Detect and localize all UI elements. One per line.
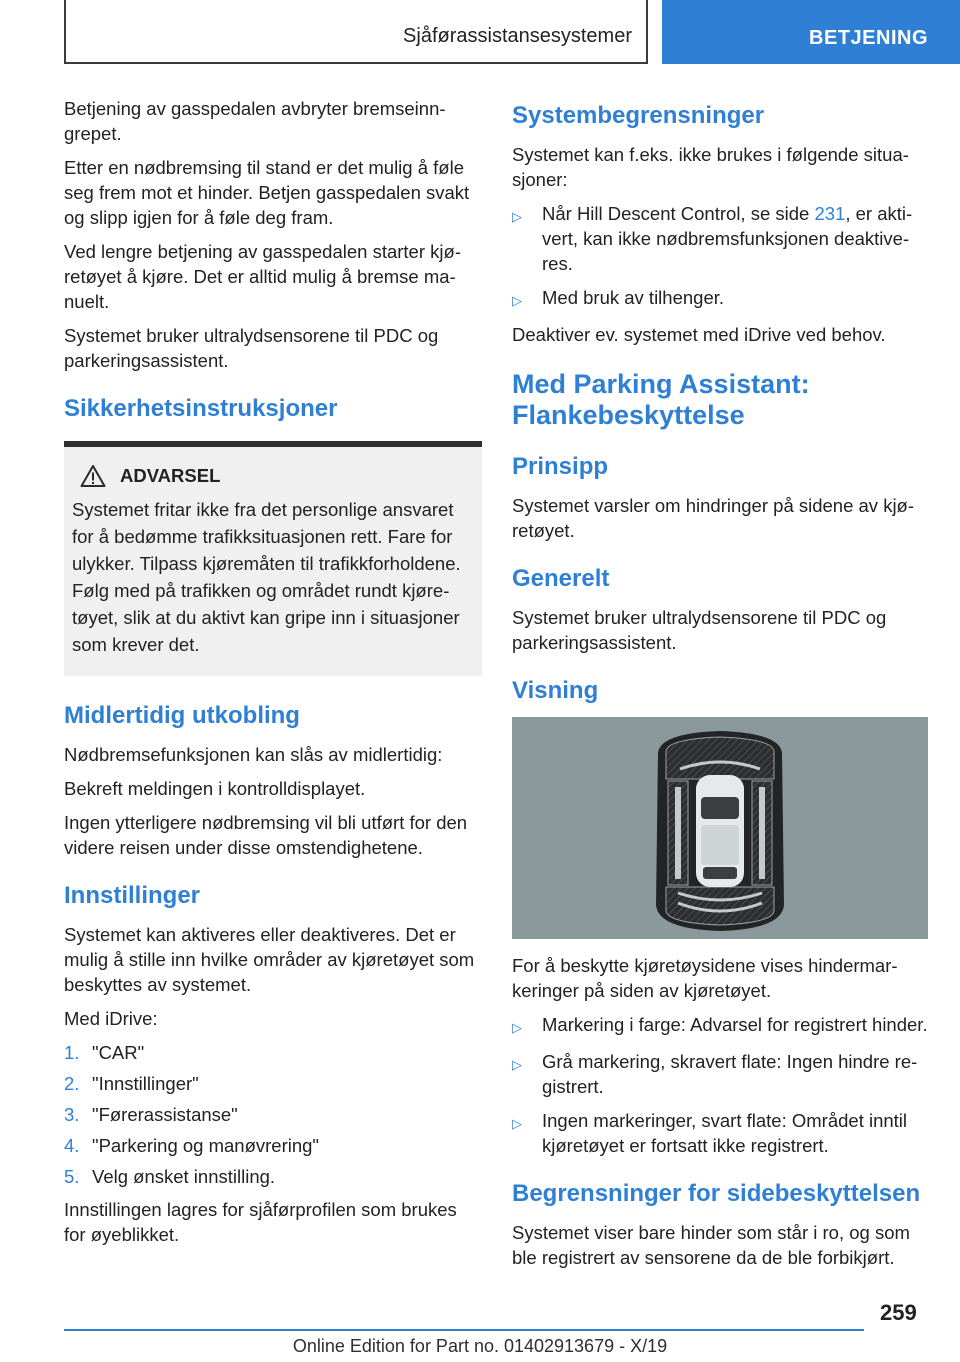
header-chapter-tab[interactable] <box>662 0 960 64</box>
paragraph: Systemet viser bare hinder som står i ro, og som ble registrert av sensorene da de ble forbikjørt. <box>512 1222 910 1268</box>
list-item <box>512 1012 928 1040</box>
paragraph: Med iDrive: <box>64 1008 158 1029</box>
list-item <box>512 1049 928 1099</box>
step-number: 3. <box>64 1104 80 1125</box>
step-number: 5. <box>64 1166 80 1187</box>
heading-flank-protection: Med Parking Assistant: Flankebeskyttelse <box>512 369 810 430</box>
footer-edition: Online Edition for Part no. 01402913679 - X/19 <box>292 1336 668 1356</box>
warning-triangle-icon <box>80 464 106 488</box>
warning-text: Systemet fritar ikke fra det personlige ansvaret for å bedømme trafikksituasjonen rett. Fare for ulykker. Tilpass kjøremåten til trafikkforholdene. Følg med på trafikken og området rundt kjøretøyet, slik at du aktivt kan gripe inn i situasjoner som krever det. <box>72 499 461 655</box>
list-item-text: Med bruk av tilhenger. <box>542 287 725 308</box>
step-number: 4. <box>64 1135 80 1156</box>
triangle-bullet-icon: ▷ <box>512 209 522 224</box>
triangle-bullet-icon: ▷ <box>512 293 522 308</box>
warning-box <box>64 441 482 676</box>
heading-settings: Innstillinger <box>64 882 201 909</box>
paragraph: Etter en nødbremsing til stand er det mulig å føle seg frem mot et hinder. Betjen gasspedalen svakt og slipp igjen for å føle deg fram. <box>64 157 470 228</box>
list-item <box>64 1164 482 1189</box>
paragraph: Ingen ytterligere nødbremsing vil bli utført for den videre reisen under disse omstendighetene. <box>64 812 468 858</box>
list-item-text: Markering i farge: Advarsel for registrert hinder. <box>542 1014 928 1035</box>
limits-list <box>512 201 928 313</box>
list-item <box>512 285 928 313</box>
paragraph: Innstillingen lagres for sjåførprofilen som brukes for øyeblikket. <box>64 1199 457 1245</box>
paragraph: For å beskytte kjøretøysidene vises hindermarkeringer på siden av kjøretøyet. <box>512 955 898 1001</box>
paragraph: Systemet bruker ultralydsensorene til PDC og parkeringsassistent. <box>512 607 887 653</box>
heading-display: Visning <box>512 677 599 704</box>
list-item-text <box>542 201 928 276</box>
paragraph: Betjening av gasspedalen avbryter bremseinngrepet. <box>64 98 446 144</box>
parking-display-image <box>512 717 928 939</box>
step-number: 1. <box>64 1042 80 1063</box>
paragraph: Systemet kan aktiveres eller deaktiveres. Det er mulig å stille inn hvilke områder av kjøretøyet som beskyttes av systemet. <box>64 924 475 995</box>
right-column <box>512 96 928 1279</box>
paragraph: Bekreft meldingen i kontrolldisplayet. <box>64 778 366 799</box>
triangle-bullet-icon: ▷ <box>512 1057 522 1072</box>
warning-title-row <box>80 463 474 488</box>
paragraph: Nødbremsefunksjonen kan slås av midlertidig: <box>64 744 443 765</box>
car-top-view-illustration <box>512 717 928 939</box>
list-item-text-part: Når Hill Descent Control, se side <box>542 203 815 224</box>
heading-general: Generelt <box>512 565 610 592</box>
step-text: "CAR" <box>92 1042 145 1063</box>
footer-divider <box>64 1329 864 1331</box>
paragraph: Systemet varsler om hindringer på sidene av kjøretøyet. <box>512 495 915 541</box>
heading-side-protection-limits: Begrensninger for sidebeskyttelsen <box>512 1180 921 1207</box>
list-item <box>512 1108 928 1158</box>
header-section-title <box>64 0 648 64</box>
warning-title: ADVARSEL <box>120 465 221 486</box>
header-chapter-label: BETJENING <box>809 27 928 49</box>
heading-temporary-disable: Midlertidig utkobling <box>64 702 300 729</box>
paragraph: Deaktiver ev. systemet med iDrive ved behov. <box>512 324 886 345</box>
list-item <box>64 1102 482 1127</box>
step-text: "Parkering og manøvrering" <box>92 1135 320 1156</box>
triangle-bullet-icon: ▷ <box>512 1020 522 1035</box>
step-text: Velg ønsket innstilling. <box>92 1166 276 1187</box>
step-text: "Innstillinger" <box>92 1073 199 1094</box>
list-item-text-part: , er aktivert, kan ikke nødbremsfunksjonen deaktiveres. <box>542 203 913 274</box>
left-column <box>64 96 482 1256</box>
list-item <box>64 1071 482 1096</box>
heading-principle: Prinsipp <box>512 453 609 480</box>
paragraph: Ved lengre betjening av gasspedalen starter kjøretøyet å kjøre. Det er alltid mulig å bremse manuelt. <box>64 241 461 312</box>
settings-steps-list <box>64 1040 482 1189</box>
heading-safety: Sikkerhetsinstruksjoner <box>64 395 338 422</box>
paragraph: Systemet bruker ultralydsensorene til PDC og parkeringsassistent. <box>64 325 439 371</box>
paragraph: Systemet kan f.eks. ikke brukes i følgende situasjoner: <box>512 144 909 190</box>
header-section-label: Sjåførassistansesystemer <box>403 25 632 47</box>
list-item <box>64 1040 482 1065</box>
step-text: "Førerassistanse" <box>92 1104 238 1125</box>
list-item <box>64 1133 482 1158</box>
list-item-text: Grå markering, skravert flate: Ingen hindre registrert. <box>542 1051 918 1097</box>
step-number: 2. <box>64 1073 80 1094</box>
display-markings-list <box>512 1012 928 1158</box>
page-number: 259 <box>880 1300 917 1325</box>
list-item <box>512 201 928 276</box>
triangle-bullet-icon: ▷ <box>512 1116 522 1131</box>
page-link[interactable]: 231 <box>814 203 846 224</box>
list-item-text: Ingen markeringer, svart flate: Området inntil kjøretøyet er fortsatt ikke registrert. <box>542 1110 908 1156</box>
heading-system-limits: Systembegrensninger <box>512 102 765 129</box>
